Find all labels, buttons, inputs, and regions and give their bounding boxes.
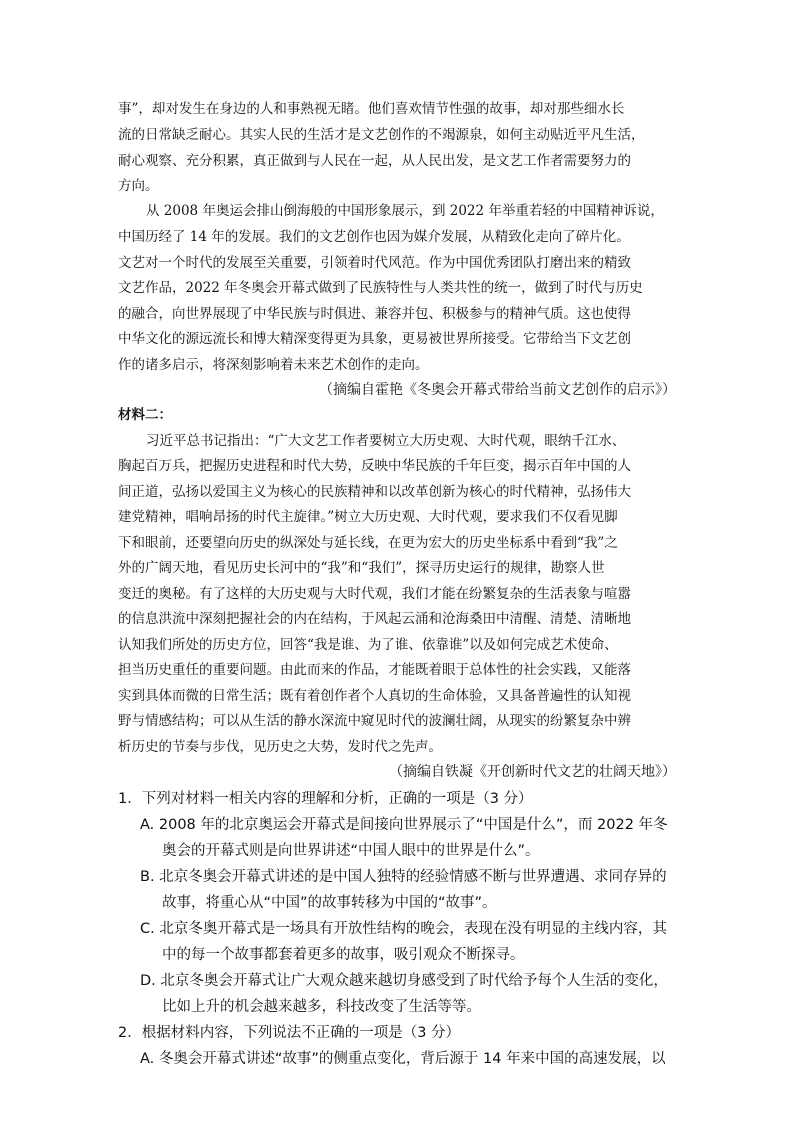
passage-line: 的信息洪流中深刻把握社会的内在结构，于风起云涌和沧海桑田中清醒、清楚、清晰地: [118, 611, 631, 627]
passage-line: 间正道，弘扬以爱国主义为核心的民族精神和以改革创新为核心的时代精神，弘扬伟大: [118, 484, 631, 500]
passage-line: 习近平总书记指出：“广大文艺工作者要树立大历史观、大时代观，眼纳千江水、: [146, 433, 626, 449]
passage-line: 中华文化的源远流长和博大精深变得更为具象，更易被世界所接受。它带给当下文艺创: [118, 331, 631, 347]
passage-line: 方向。: [118, 178, 159, 194]
question-stem: 2．根据材料内容，下列说法不正确的一项是（3 分）: [118, 1025, 461, 1041]
passage-line: 野与情感结构；可以从生活的静水深流中窥见时代的波澜壮阔，从现实的纷繁复杂中辨: [118, 713, 631, 729]
option-d-cont: 比如上升的机会越来越多，科技改变了生活等等。: [162, 999, 481, 1015]
option-a: A. 2008 年的北京奥运会开幕式是间接向世界展示了“中国是什么”，而 2022 年冬: [140, 817, 668, 833]
passage-line: 外的广阔天地，看见历史长河中的“我”和“我们”，探寻历史运行的规律，勘察人世: [118, 560, 605, 576]
passage-line: 变迁的奥秘。有了这样的大历史观与大时代观，我们才能在纷繁复杂的生活表象与喧嚣: [118, 586, 631, 602]
passage-line: 析历史的节奏与步伐，见历史之大势，发时代之先声。: [118, 739, 442, 755]
source-citation: （摘编自铁凝《开创新时代文艺的壮阔天地》）: [389, 764, 676, 780]
passage-line: 实到具体而微的日常生活；既有着创作者个人真切的生命体验，又具备普遍性的认知视: [118, 688, 631, 704]
option-d: D. 北京冬奥会开幕式让广大观众越来越切身感受到了时代给予每个人生活的变化，: [140, 973, 668, 989]
source-citation: （摘编自霍艳《冬奥会开幕式带给当前文艺创作的启示》）: [319, 382, 676, 398]
passage-line: 流的日常缺乏耐心。其实人民的生活才是文艺创作的不竭源泉，如何主动贴近平凡生活，: [118, 127, 645, 143]
section-heading: 材料二：: [118, 407, 172, 423]
option-c-cont: 中的每一个故事都套着更多的故事，吸引观众不断探寻。: [162, 947, 525, 963]
option-a-cont: 奥会的开幕式则是向世界讲述“中国人眼中的世界是什么”。: [162, 843, 540, 859]
question-stem: 1．下列对材料一相关内容的理解和分析，正确的一项是（3 分）: [118, 791, 533, 807]
passage-line: 作的诸多启示，将深刻影响着未来艺术创作的走向。: [118, 357, 429, 373]
option-b: B. 北京冬奥会开幕式讲述的是中国人独特的经验情感不断与世界遭遇、求同存异的: [140, 869, 667, 885]
option-b-cont: 故事，将重心从“中国”的故事转移为中国的“故事”。: [162, 895, 497, 911]
passage-line: 胸起百万兵，把握历史进程和时代大势，反映中华民族的千年巨变，揭示百年中国的人: [118, 458, 631, 474]
passage-line: 认知我们所处的历史方位，回答“我是谁、为了谁、依靠谁”以及如何完成艺术使命、: [118, 637, 618, 653]
passage-line: 耐心观察、充分积累，真正做到与人民在一起，从人民出发，是文艺工作者需要努力的: [118, 153, 631, 169]
passage-line: 从 2008 年奥运会排山倒海般的中国形象展示，到 2022 年举重若轻的中国精神诉说，: [146, 203, 664, 219]
passage-line: 文艺对一个时代的发展至关重要，引领着时代风范。作为中国优秀团队打磨出来的精致: [118, 255, 631, 271]
passage-line: 建党精神，唱响昂扬的时代主旋律。”树立大历史观、大时代观，要求我们不仅看见脚: [118, 509, 618, 525]
passage-line: 的融合，向世界展现了中华民族与时俱进、兼容并包、积极参与的精神气质。这也使得: [118, 306, 631, 322]
passage-line: 担当历史重任的重要问题。由此而来的作品，才能既着眼于总体性的社会实践，又能落: [118, 662, 631, 678]
option-a: A. 冬奥会开幕式讲述“故事”的侧重点变化，背后源于 14 年来中国的高速发展，以: [140, 1051, 666, 1067]
passage-line: 中国历经了 14 年的发展。我们的文艺创作也因为媒介发展，从精致化走向了碎片化。: [118, 229, 630, 245]
passage-line: 事”，却对发生在身边的人和事熟视无睹。他们喜欢情节性强的故事，却对那些细水长: [118, 101, 625, 117]
option-c: C. 北京冬奥开幕式是一场具有开放性结构的晚会，表现在没有明显的主线内容，其: [140, 921, 667, 937]
passage-line: 文艺作品，2022 年冬奥会开幕式做到了民族特性与人类共性的统一，做到了时代与历史: [118, 280, 643, 296]
passage-line: 下和眼前，还要望向历史的纵深处与延长线，在更为宏大的历史坐标系中看到“我”之: [118, 535, 618, 551]
